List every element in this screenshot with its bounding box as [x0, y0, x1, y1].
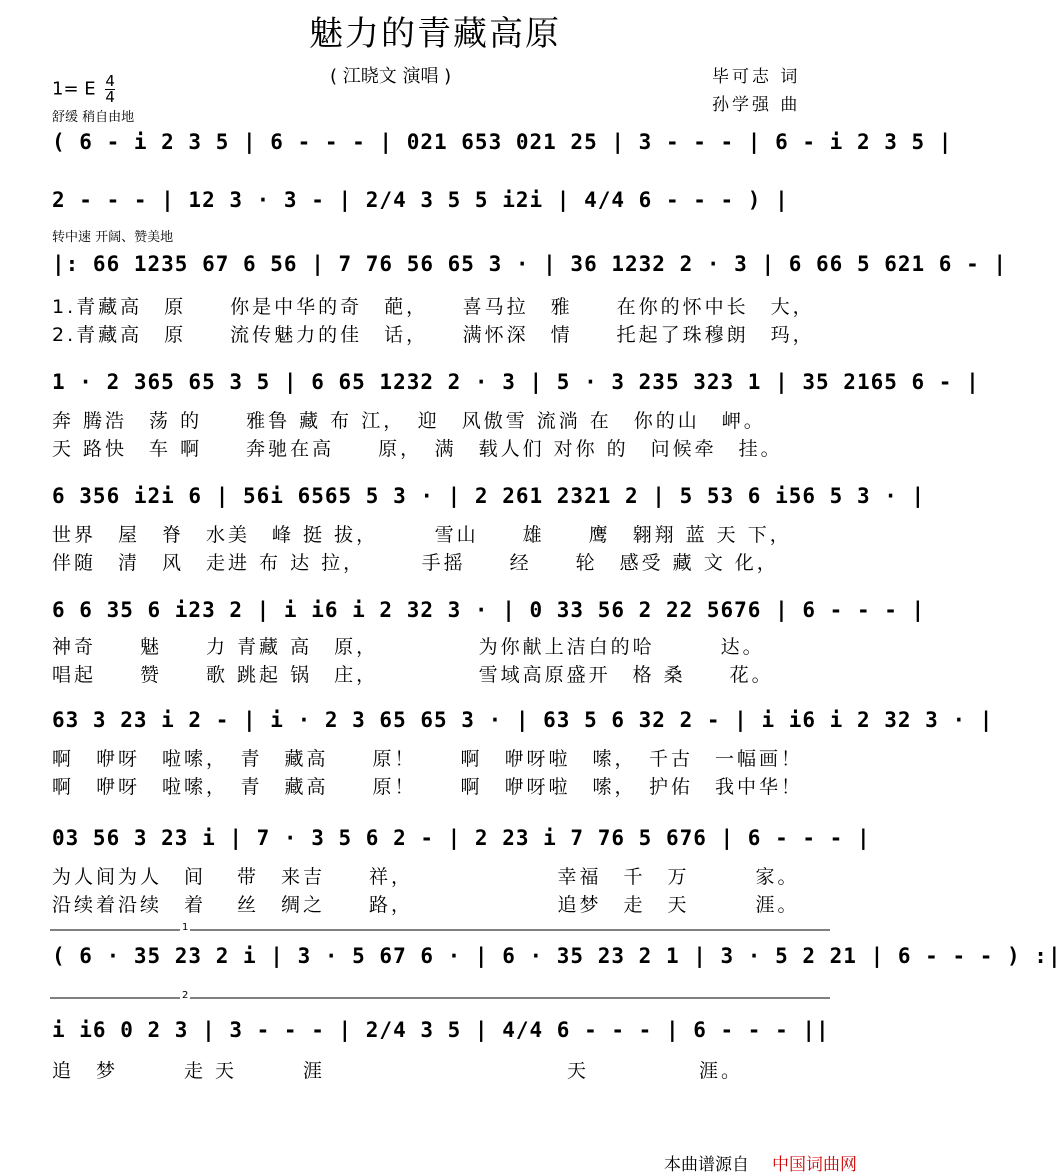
song-title: 魅力的青藏高原 [309, 14, 561, 54]
tempo-verse: 转中速 开阔、赞美地 [52, 230, 174, 245]
music-row-3: |: 66 1235 67 6 56 | 7 76 56 65 3 · | 36 1232 2 · 3 | 6 66 5 621 6 - | [52, 252, 1008, 276]
music-row-4: 1 · 2 365 65 3 5 | 6 65 1232 2 · 3 | 5 · 3 235 323 1 | 35 2165 6 - | [52, 370, 980, 394]
music-row-2: 2 - - - | 12 3 · 3 - | 2/4 3 5 5 i2i | 4/4 6 - - - ) | [52, 188, 789, 212]
lyric-row: 沿续着沿续 着 丝 绸之 路， 追梦 走 天 涯。 [52, 894, 800, 916]
time-signature-top: 4 [105, 72, 115, 90]
lyricist-credit: 毕可志 词 [712, 67, 801, 87]
footer-site[interactable] [772, 1150, 857, 1175]
tempo-intro: 舒缓 稍自由地 [52, 110, 135, 125]
lyric-row: 啊 咿呀 啦嗦， 青 藏高 原！ 啊 咿呀啦 嗦， 护佑 我中华！ [52, 776, 804, 798]
music-row-8: 03 56 3 23 i | 7 · 3 5 6 2 - | 2 23 i 7 76 5 676 | 6 - - - | [52, 826, 871, 850]
music-row-6: 6 6 35 6 i23 2 | i i6 i 2 32 3 · | 0 33 56 2 22 5676 | 6 - - - | [52, 598, 926, 622]
lyric-row: 为人间为人 间 带 来吉 祥， 幸福 千 万 家。 [52, 866, 800, 888]
lyric-row: 世界 屋 脊 水美 峰 挺 拔， 雪山 雄 鹰 翱翔 蓝 天 下， [52, 524, 792, 546]
footer-site-link[interactable]: 中国词曲网 [772, 1155, 857, 1175]
key-label: 1= E [52, 78, 96, 100]
lyric-row: 奔 腾浩 荡 的 雅鲁 藏 布 江， 迎 风傲雪 流淌 在 你的山 岬。 [52, 410, 766, 432]
music-row-5: 6 356 i2i 6 | 56i 6565 5 3 · | 2 261 2321 2 | 5 53 6 i56 5 3 · | [52, 484, 926, 508]
music-row-10: i i6 0 2 3 | 3 - - - | 2/4 3 5 | 4/4 6 - - - | 6 - - - || [52, 1018, 830, 1042]
footer-source [664, 1150, 749, 1175]
lyric-row: 啊 咿呀 啦嗦， 青 藏高 原！ 啊 咿呀啦 嗦， 千古 一幅画！ [52, 748, 804, 770]
lyric-row: 神奇 魅 力 青藏 高 原， 为你献上洁白的哈 达。 [52, 636, 765, 658]
volta-second: 2 [182, 990, 189, 1001]
music-row-9: ( 6 · 35 23 2 i | 3 · 5 67 6 · | 6 · 35 23 2 1 | 3 · 5 2 21 | 6 - - - ) :| [52, 944, 1062, 968]
lyric-row: 唱起 赞 歌 跳起 锅 庄， 雪域高原盛开 格 桑 花。 [52, 664, 774, 686]
volta-first: 1 [182, 922, 189, 933]
music-row-7: 63 3 23 i 2 - | i · 2 3 65 65 3 · | 63 5 6 32 2 - | i i6 i 2 32 3 · | [52, 708, 994, 732]
performer-credit: ( 江晓文 演唱 ) [330, 66, 452, 87]
lyric-row: 1.青藏高 原 你是中华的奇 葩， 喜马拉 雅 在你的怀中长 大， [52, 296, 815, 318]
lyric-row: 2.青藏高 原 流传魅力的佳 话， 满怀深 情 托起了珠穆朗 玛， [52, 324, 815, 346]
lyric-row: 天 路快 车 啊 奔驰在高 原， 满 载人们 对你 的 问候牵 挂。 [52, 438, 783, 460]
lyric-row: 伴随 清 风 走进 布 达 拉， 手摇 经 轮 感受 藏 文 化， [52, 552, 779, 574]
footer-source-label: 本曲谱源自 [664, 1155, 749, 1175]
music-row-1: ( 6 - i 2 3 5 | 6 - - - | 021 653 021 25 | 3 - - - | 6 - i 2 3 5 | [52, 130, 953, 154]
composer-credit: 孙学强 曲 [712, 95, 801, 115]
lyric-row: 追 梦 走 天 涯 天 涯。 [52, 1060, 744, 1082]
time-signature-bottom: 4 [105, 88, 115, 106]
